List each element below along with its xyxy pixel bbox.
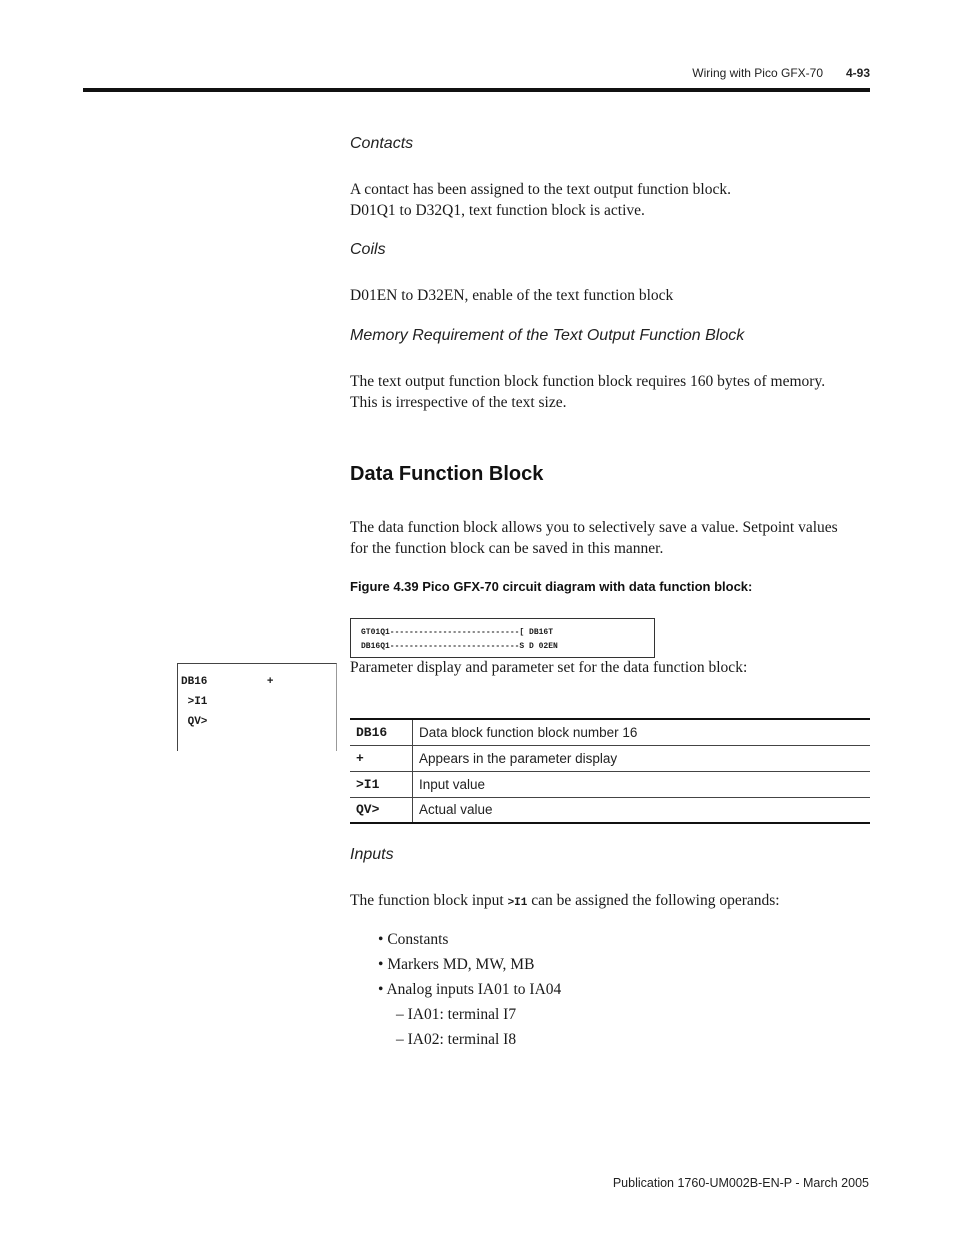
table-row xyxy=(350,745,870,771)
param-key: >I1 xyxy=(350,771,413,797)
bullet: • xyxy=(378,956,384,973)
coils-heading: Coils xyxy=(350,241,386,258)
circuit-diagram xyxy=(350,618,655,658)
inputs-text-before: The function block input xyxy=(350,892,508,909)
list-item-text: Analog inputs IA01 to IA04 xyxy=(386,981,562,998)
memory-line-2: This is irrespective of the text size. xyxy=(350,394,567,411)
param-desc: Input value xyxy=(413,771,871,797)
publication-footer: Publication 1760-UM002B-EN-P - March 2005 xyxy=(612,1176,869,1190)
list-item xyxy=(378,1002,561,1027)
page-number: 4-93 xyxy=(846,66,871,80)
circuit-line-1: GT01Q1---------------------------[ DB16T xyxy=(361,628,554,637)
running-header-title: Wiring with Pico GFX-70 xyxy=(692,66,823,80)
inputs-text xyxy=(350,890,780,914)
inputs-heading: Inputs xyxy=(350,846,394,863)
dash: – xyxy=(396,1006,404,1023)
list-item xyxy=(378,1027,561,1052)
list-item xyxy=(378,927,561,952)
table-row xyxy=(350,771,870,797)
display-line-1: DB16 + xyxy=(181,676,274,688)
list-item xyxy=(378,977,561,1002)
list-item-text: Markers MD, MW, MB xyxy=(387,956,535,973)
table-row xyxy=(350,797,870,823)
list-item-text: IA01: terminal I7 xyxy=(407,1006,517,1023)
bullet: • xyxy=(378,981,384,998)
inputs-text-after: can be assigned the following operands: xyxy=(527,892,780,909)
operand-list xyxy=(378,927,561,1052)
input-code: >I1 xyxy=(507,897,528,909)
memory-heading: Memory Requirement of the Text Output Function Block xyxy=(350,327,745,344)
parameter-display xyxy=(177,663,337,751)
circuit-line-2: DB16Q1---------------------------S D 02EN xyxy=(361,642,558,651)
header-rule xyxy=(83,88,870,92)
display-line-3: QV> xyxy=(181,716,208,728)
table-row xyxy=(350,719,870,745)
section-title: Data Function Block xyxy=(350,463,544,485)
contacts-heading: Contacts xyxy=(350,135,414,152)
list-item-text: IA02: terminal I8 xyxy=(407,1031,517,1048)
contacts-line-2: D01Q1 to D32Q1, text function block is active. xyxy=(350,202,645,219)
section-line-1: The data function block allows you to selectively save a value. Setpoint values xyxy=(350,519,838,536)
parameter-intro: Parameter display and parameter set for the data function block: xyxy=(350,659,748,676)
param-key: DB16 xyxy=(350,719,413,745)
param-desc: Actual value xyxy=(413,797,871,823)
param-key: QV> xyxy=(350,797,413,823)
list-item-text: Constants xyxy=(387,931,449,948)
contacts-line-1: A contact has been assigned to the text output function block. xyxy=(350,181,731,198)
figure-caption: Figure 4.39 Pico GFX-70 circuit diagram with data function block: xyxy=(350,579,753,594)
list-item xyxy=(378,952,561,977)
section-line-2: for the function block can be saved in this manner. xyxy=(350,540,664,557)
bullet: • xyxy=(378,931,384,948)
parameter-table xyxy=(350,718,870,824)
param-desc: Data block function block number 16 xyxy=(413,719,871,745)
param-key: + xyxy=(350,745,413,771)
display-line-2: >I1 xyxy=(181,696,208,708)
memory-line-1: The text output function block function block requires 160 bytes of memory. xyxy=(350,373,826,390)
param-desc: Appears in the parameter display xyxy=(413,745,871,771)
coils-text: D01EN to D32EN, enable of the text function block xyxy=(350,287,674,304)
dash: – xyxy=(396,1031,404,1048)
